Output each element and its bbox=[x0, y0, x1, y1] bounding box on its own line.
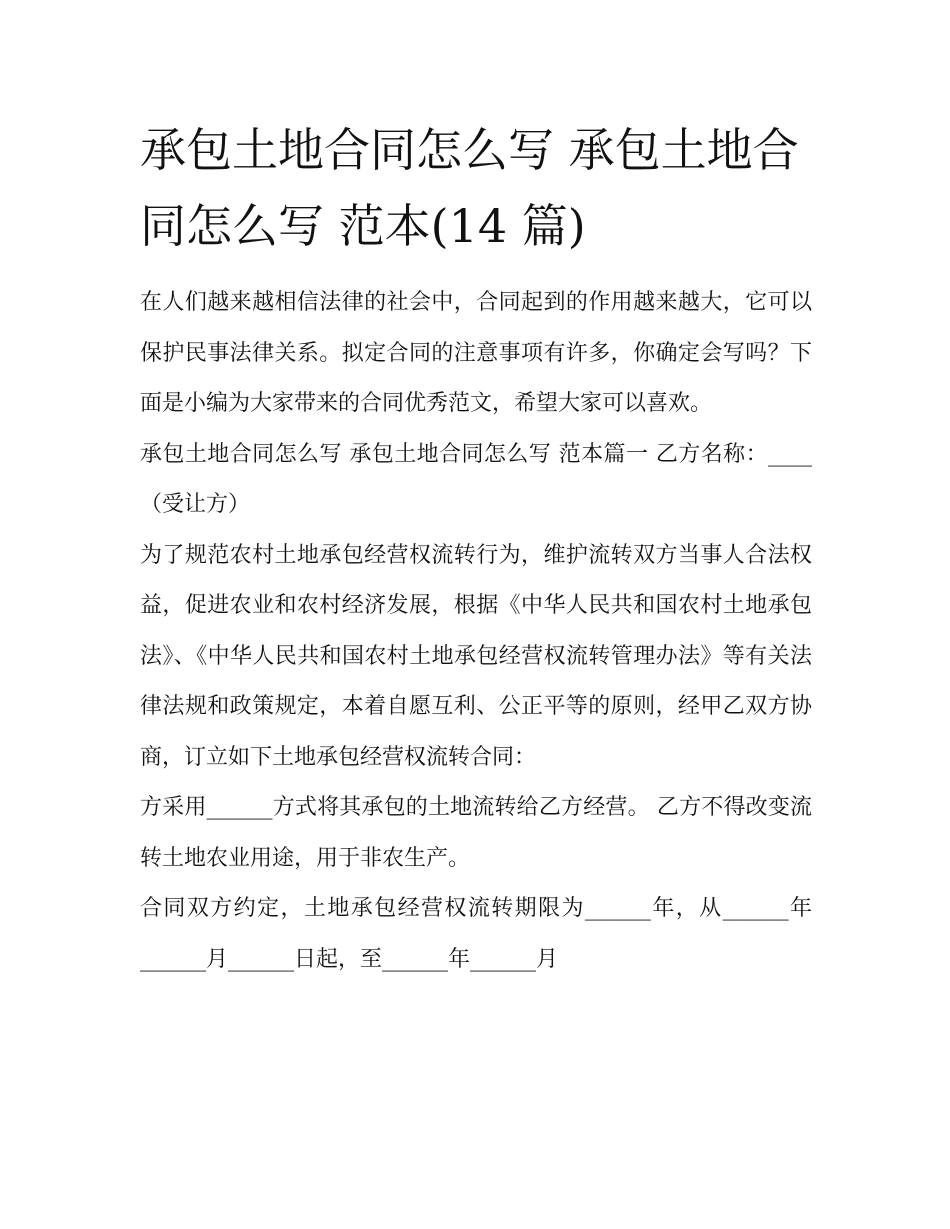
document-page bbox=[140, 112, 812, 985]
paragraph-term: 合同双方约定，土地承包经营权流转期限为______年，从______年______月______日起，至______年______月 bbox=[140, 896, 812, 972]
paragraph-section-heading: 承包土地合同怎么写 承包土地合同怎么写 范本篇一 乙方名称：____（受让方） bbox=[140, 441, 812, 517]
paragraph-purpose: 为了规范农村土地承包经营权流转行为，维护流转双方当事人合法权益，促进农业和农村经济发展，根据《中华人民共和国农村土地承包法》、《中华人民共和国农村土地承包经营权流转管理办法》等有关法律法规和政策规定，本着自愿互利、公正平等的原则，经甲乙双方协商，订立如下土地承包经营权流转合同： bbox=[140, 542, 812, 770]
paragraph-transfer-method: 方采用______方式将其承包的土地流转给乙方经营。 乙方不得改变流转土地农业用途，用于非农生产。 bbox=[140, 795, 812, 871]
document-title: 承包土地合同怎么写 承包土地合同怎么写 范本(14 篇) bbox=[140, 123, 799, 253]
paragraph-intro: 在人们越来越相信法律的社会中，合同起到的作用越来越大，它可以保护民事法律关系。拟定合同的注意事项有许多，你确定会写吗？下面是小编为大家带来的合同优秀范文，希望大家可以喜欢。 bbox=[140, 290, 812, 416]
